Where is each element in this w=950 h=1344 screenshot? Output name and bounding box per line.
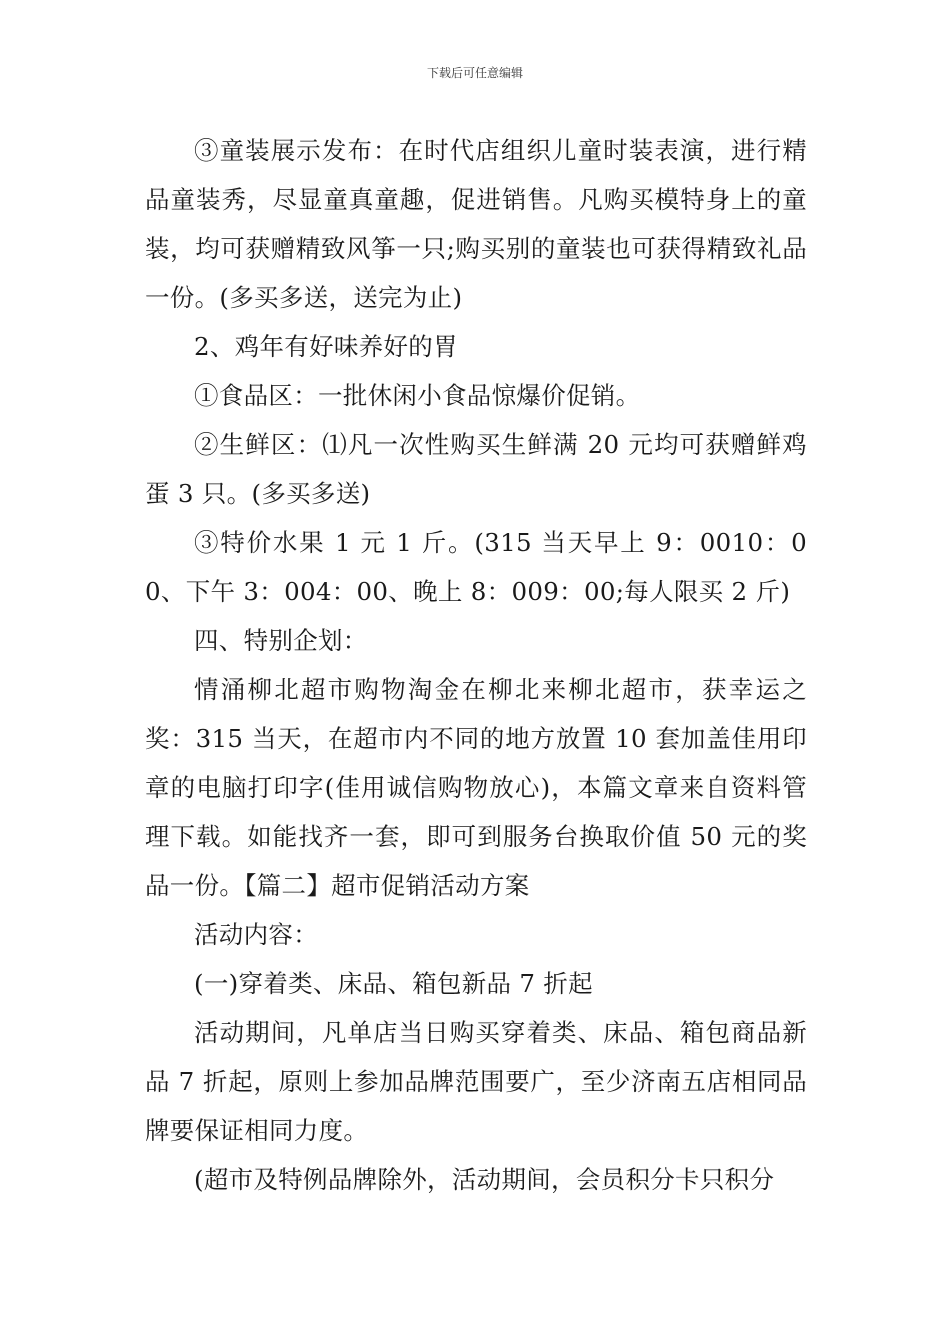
paragraph-discount-detail: 活动期间，凡单店当日购买穿着类、床品、箱包商品新品 7 折起，原则上参加品牌范围要广，至少济南五店相同品牌要保证相同力度。 <box>145 1018 807 1145</box>
paragraph-heading-special-plan: 四、特别企划： <box>194 626 368 655</box>
paragraph-heading-food: 2、鸡年有好味养好的胃 <box>194 332 458 361</box>
paragraph-fruit-special: ③特价水果 1 元 1 斤。(315 当天早上 9：0010：00、下午 3：004：00、晚上 8：009：00;每人限买 2 斤) <box>145 528 807 606</box>
paragraph-food-zone: ①食品区：一批休闲小食品惊爆价促销。 <box>194 381 641 410</box>
paragraph-heading-activity: 活动内容： <box>194 920 318 949</box>
paragraph-kids-fashion-show: ③童装展示发布：在时代店组织儿童时装表演，进行精品童装秀，尽显童真童趣，促进销售。凡购买模特身上的童装，均可获赠精致风筝一只;购买别的童装也可获得精致礼品一份。(多买多送，送完为止) <box>145 136 807 312</box>
paragraph-fresh-zone: ②生鲜区：⑴凡一次性购买生鲜满 20 元均可获赠鲜鸡蛋 3 只。(多买多送) <box>145 430 807 508</box>
paragraph-exclusions: (超市及特例品牌除外，活动期间，会员积分卡只积分 <box>194 1165 775 1194</box>
paragraph-treasure-hunt: 情涌柳北超市购物淘金在柳北来柳北超市，获幸运之奖：315 当天，在超市内不同的地方放置 10 套加盖佳用印章的电脑打印字(佳用诚信购物放心)，本篇文章来自资料管理下载。如能找齐一套，即可到服务台换取价值 50 元的奖品一份。【篇二】超市促销活动方案 <box>145 675 807 900</box>
paragraph-discount-title: (一)穿着类、床品、箱包新品 7 折起 <box>194 969 593 998</box>
document-body <box>145 126 807 1204</box>
page-header: 下载后可任意编辑 <box>426 66 523 80</box>
